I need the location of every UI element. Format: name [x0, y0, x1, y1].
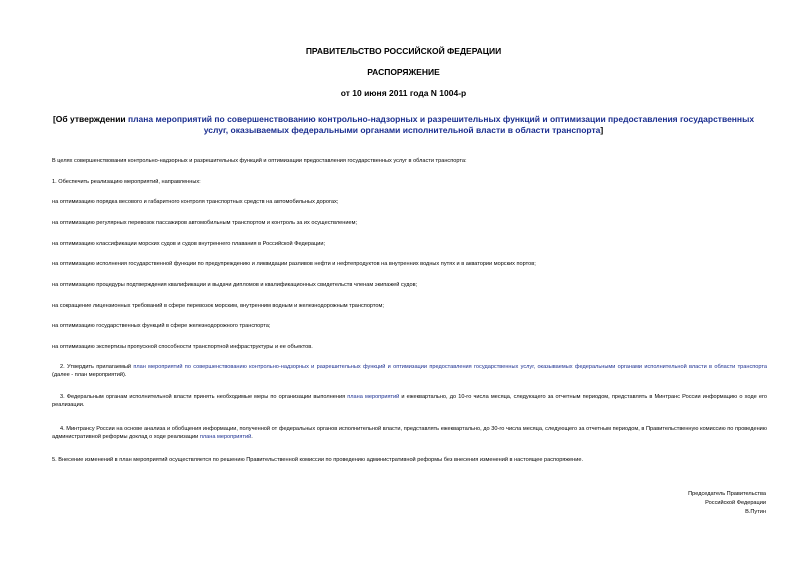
item-1-bullet: на оптимизацию государственных функций в сфере железнодорожного транспорта; — [52, 323, 271, 329]
item-3-text-end: и ежеквартально, до 10-го числа месяца, следующего за отчетным периодом, представлять в Минтранс России информацию о ходе его реализации. — [52, 394, 767, 408]
item-5-paragraph: 5. Внесение изменений в план мероприятий осуществляется по решению Правительственной комиссии по проведению административной реформы без внесения изменений в настоящее распоряжение. — [52, 457, 584, 463]
item-1-bullet: на оптимизацию экспертизы пропускной способности транспортной инфраструктуры и ее объектов. — [52, 344, 313, 350]
signature-title: Председатель Правительства — [688, 491, 766, 497]
item-1-lead: 1. Обеспечить реализацию мероприятий, направленных: — [52, 179, 201, 185]
item-1-bullet: на оптимизацию классификации морских судов и судов внутреннего плавания в Российской Федерации; — [52, 241, 326, 247]
item-1-bullet: на оптимизацию порядка весового и габаритного контроля транспортных средств на автомобильных дорогах; — [52, 199, 339, 205]
item-3-text: 3. Федеральным органам исполнительной власти принять необходимые меры по организации выполнения — [60, 394, 348, 400]
item-2-text: 2. Утвердить прилагаемый — [60, 364, 134, 370]
item-1-bullet: на оптимизацию процедуры подтверждения квалификации и выдачи дипломов и квалификационных свидетельств членам экипажей судов; — [52, 282, 418, 288]
document-type: РАСПОРЯЖЕНИЕ — [367, 67, 440, 77]
item-3-paragraph — [52, 393, 767, 409]
item-1-bullet: на оптимизацию исполнения государственной функции по предупреждению и ликвидации разливов нефти и нефтепродуктов на внутренних водных путях и в акватории морских портов; — [52, 261, 536, 267]
document-title — [40, 114, 767, 136]
title-close-bracket: ] — [600, 125, 604, 135]
item-4-paragraph — [52, 425, 767, 441]
signature-name: В.Путин — [745, 509, 766, 515]
issuing-authority: ПРАВИТЕЛЬСТВО РОССИЙСКОЙ ФЕДЕРАЦИИ — [305, 46, 502, 56]
item-2-paragraph — [52, 363, 767, 379]
item-2-plan-link[interactable]: план мероприятий по совершенствованию контрольно-надзорных и разрешительных функций и оптимизации предоставления государственных услуг, оказываемых федеральными органами исполнительной власти в области транспорта — [133, 364, 767, 370]
item-1-bullet: на сокращение лицензионных требований в сфере перевозок морским, внутренним водным и железнодорожным транспортом; — [52, 303, 384, 309]
item-1-bullet: на оптимизацию регулярных перевозок пассажиров автомобильным транспортом и контроль за их осуществлением; — [52, 220, 357, 226]
intro-paragraph: В целях совершенствования контрольно-надзорных и разрешительных функций и оптимизации предоставления государственных услуг в области транспорта: — [52, 158, 467, 164]
item-4-text: 4. Минтрансу России на основе анализа и обобщения информации, полученной от федеральных органов исполнительной власти, представлять ежеквартально, до 30-го числа месяца, следующего за отчетным периодом, в Правительственную комиссию по проведению административной реформы доклад о ходе реализации — [52, 426, 767, 440]
title-open-bracket: [Об утверждении — [52, 114, 129, 124]
item-4-plan-link[interactable]: плана мероприятий — [199, 434, 252, 440]
title-plan-link[interactable]: плана мероприятий по совершенствованию контрольно-надзорных и разрешительных функций и оптимизации предоставления государственных услуг, оказываемых федеральными органами исполнительной власти в области транспорта — [128, 114, 755, 135]
document-date-number: от 10 июня 2011 года N 1004-р — [340, 88, 467, 98]
item-4-text-end: . — [251, 434, 253, 440]
item-2-text-end: (далее - план мероприятий). — [52, 372, 127, 378]
item-3-plan-link[interactable]: плана мероприятий — [347, 394, 400, 400]
signature-country: Российской Федерации — [705, 500, 766, 506]
